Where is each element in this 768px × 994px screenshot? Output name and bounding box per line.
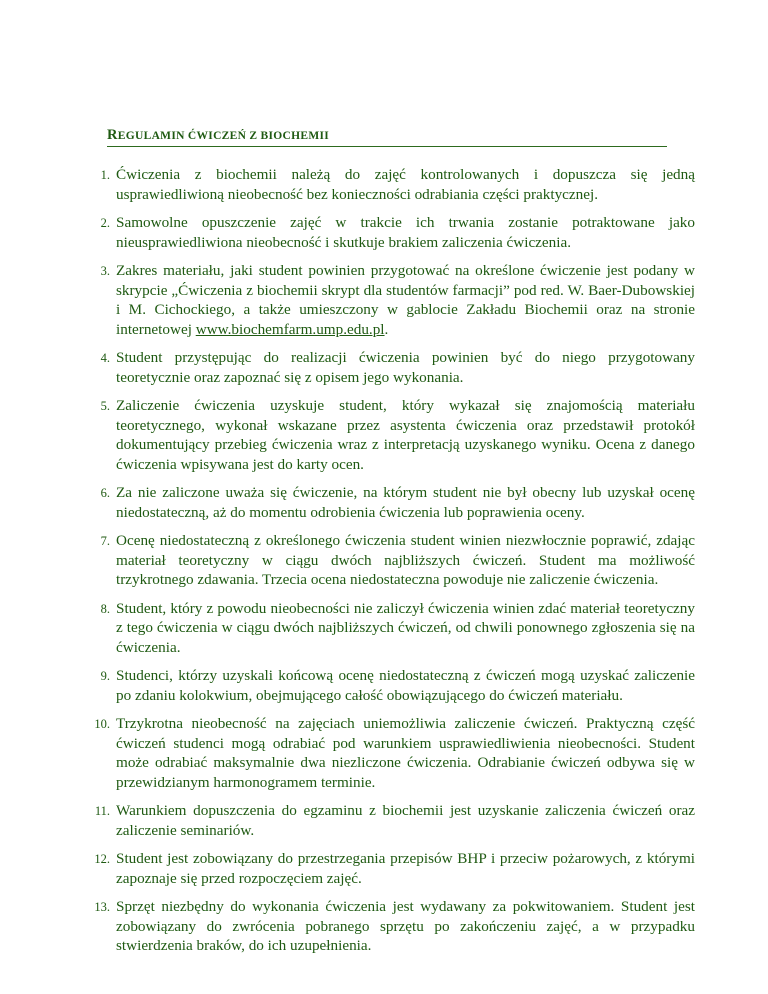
item-number: 11.: [94, 804, 110, 818]
list-item: [80, 714, 695, 792]
item-text: Student, który z powodu nieobecności nie zaliczył ćwiczenia winien zdać materiał teoretyczny z tego ćwiczenia w ciągu dwóch najbliższych ćwiczeń, od chwili ponownego zgłoszenia się na ćwiczenia.: [116, 599, 695, 656]
item-number: 6.: [100, 486, 110, 500]
item-text: Student przystępując do realizacji ćwiczenia powinien być do niego przygotowany teoretycznie oraz zapoznać się z opisem jego wykonania.: [116, 349, 695, 386]
list-item: [80, 849, 695, 888]
item-number: 2.: [100, 216, 110, 230]
item-text: Student jest zobowiązany do przestrzegania przepisów BHP i przeciw pożarowych, z którymi zapoznaje się przed rozpoczęciem zajęć.: [116, 850, 695, 887]
item-text: Trzykrotna nieobecność na zajęciach uniemożliwia zaliczenie ćwiczeń. Praktyczną część ćwiczeń studenci mogą odrabiać pod warunkiem usprawiedliwienia nieobecności. Student może odrabiać maksymalnie dwa niezliczone ćwiczenia. Odrabianie ćwiczeń odbywa się w przewidzianym harmonogramem terminie.: [116, 715, 695, 791]
title-rest: EGULAMIN ĆWICZEŃ Z BIOCHEMII: [117, 130, 330, 142]
list-item: [80, 261, 695, 339]
list-item: [80, 531, 695, 590]
item-text: Sprzęt niezbędny do wykonania ćwiczenia jest wydawany za pokwitowaniem. Student jest zobowiązany do zwrócenia pobranego sprzętu po zakończeniu zajęć, a w przypadku stwierdzenia braków, do ich uzupełnienia.: [116, 898, 695, 954]
item-number: 10.: [94, 717, 110, 731]
rules-list: [80, 165, 695, 965]
list-item: [80, 396, 695, 474]
item-number: 5.: [100, 399, 110, 413]
item-text: [116, 261, 695, 339]
list-item: [80, 348, 695, 387]
item-text: Warunkiem dopuszczenia do egzaminu z biochemii jest uzyskanie zaliczenia ćwiczeń oraz zaliczenie seminariów.: [116, 802, 695, 839]
item-number: 9.: [100, 669, 110, 683]
website-link[interactable]: www.biochemfarm.ump.edu.pl: [195, 320, 385, 338]
list-item: [80, 897, 695, 956]
item-text: Zaliczenie ćwiczenia uzyskuje student, który wykazał się znajomością materiału teoretycznego, wykonał wskazane przez asystenta ćwiczenia oraz przedstawił protokół dokumentujący przebieg ćwiczenia wraz z interpretacją uzyskanego wyniku. Ocena z danego ćwiczenia wpisywana jest do karty ocen.: [116, 397, 695, 473]
list-item: [80, 801, 695, 840]
item-text: Samowolne opuszczenie zajęć w trakcie ich trwania zostanie potraktowane jako nieusprawiedliwiona nieobecność i skutkuje brakiem zaliczenia ćwiczenia.: [116, 214, 695, 251]
item-text: Ocenę niedostateczną z określonego ćwiczenia student winien niezwłocznie poprawić, zdając materiał teoretyczny w ciągu dwóch najbliższych ćwiczeń. Student ma możliwość trzykrotnego zdawania. Trzecia ocena niedostateczna powoduje nie zaliczenie ćwiczenia.: [116, 532, 695, 588]
title-first-letter: R: [107, 127, 118, 143]
title-underline: [107, 146, 667, 147]
list-item: [80, 213, 695, 252]
list-item: [80, 599, 695, 658]
item-number: 4.: [100, 351, 110, 365]
item-text: Ćwiczenia z biochemii należą do zajęć kontrolowanych i dopuszcza się jedną usprawiedliwioną nieobecność bez konieczności odrabiania części praktycznej.: [116, 166, 695, 203]
list-item: [80, 165, 695, 204]
item-number: 3.: [100, 264, 110, 278]
document-title: [107, 127, 667, 144]
item-number: 7.: [100, 534, 110, 548]
item-text-after-link: .: [384, 320, 389, 338]
item-number: 8.: [100, 601, 110, 616]
item-text-before-link: Zakres materiału, jaki student powinien przygotować na określone ćwiczenie jest podany w skrypcie „Ćwiczenia z biochemii skrypt dla studentów farmacji” pod red. W. Baer-Dubowskiej i M. Cichockiego, a także umieszczony w gablocie Zakładu Biochemii oraz na stronie internetowej: [116, 262, 695, 338]
list-item: [80, 666, 695, 705]
list-item: [80, 483, 695, 522]
item-text: Za nie zaliczone uważa się ćwiczenie, na którym student nie był obecny lub uzyskał ocenę niedostateczną, aż do momentu odrobienia ćwiczenia lub poprawienia oceny.: [116, 484, 695, 521]
item-number: 12.: [94, 852, 110, 866]
item-text: Studenci, którzy uzyskali końcową ocenę niedostateczną z ćwiczeń mogą uzyskać zaliczenie po zdaniu kolokwium, obejmującego całość obowiązującego do ćwiczeń materiału.: [116, 667, 695, 704]
item-number: 1.: [100, 168, 110, 182]
item-number: 13.: [94, 900, 110, 914]
